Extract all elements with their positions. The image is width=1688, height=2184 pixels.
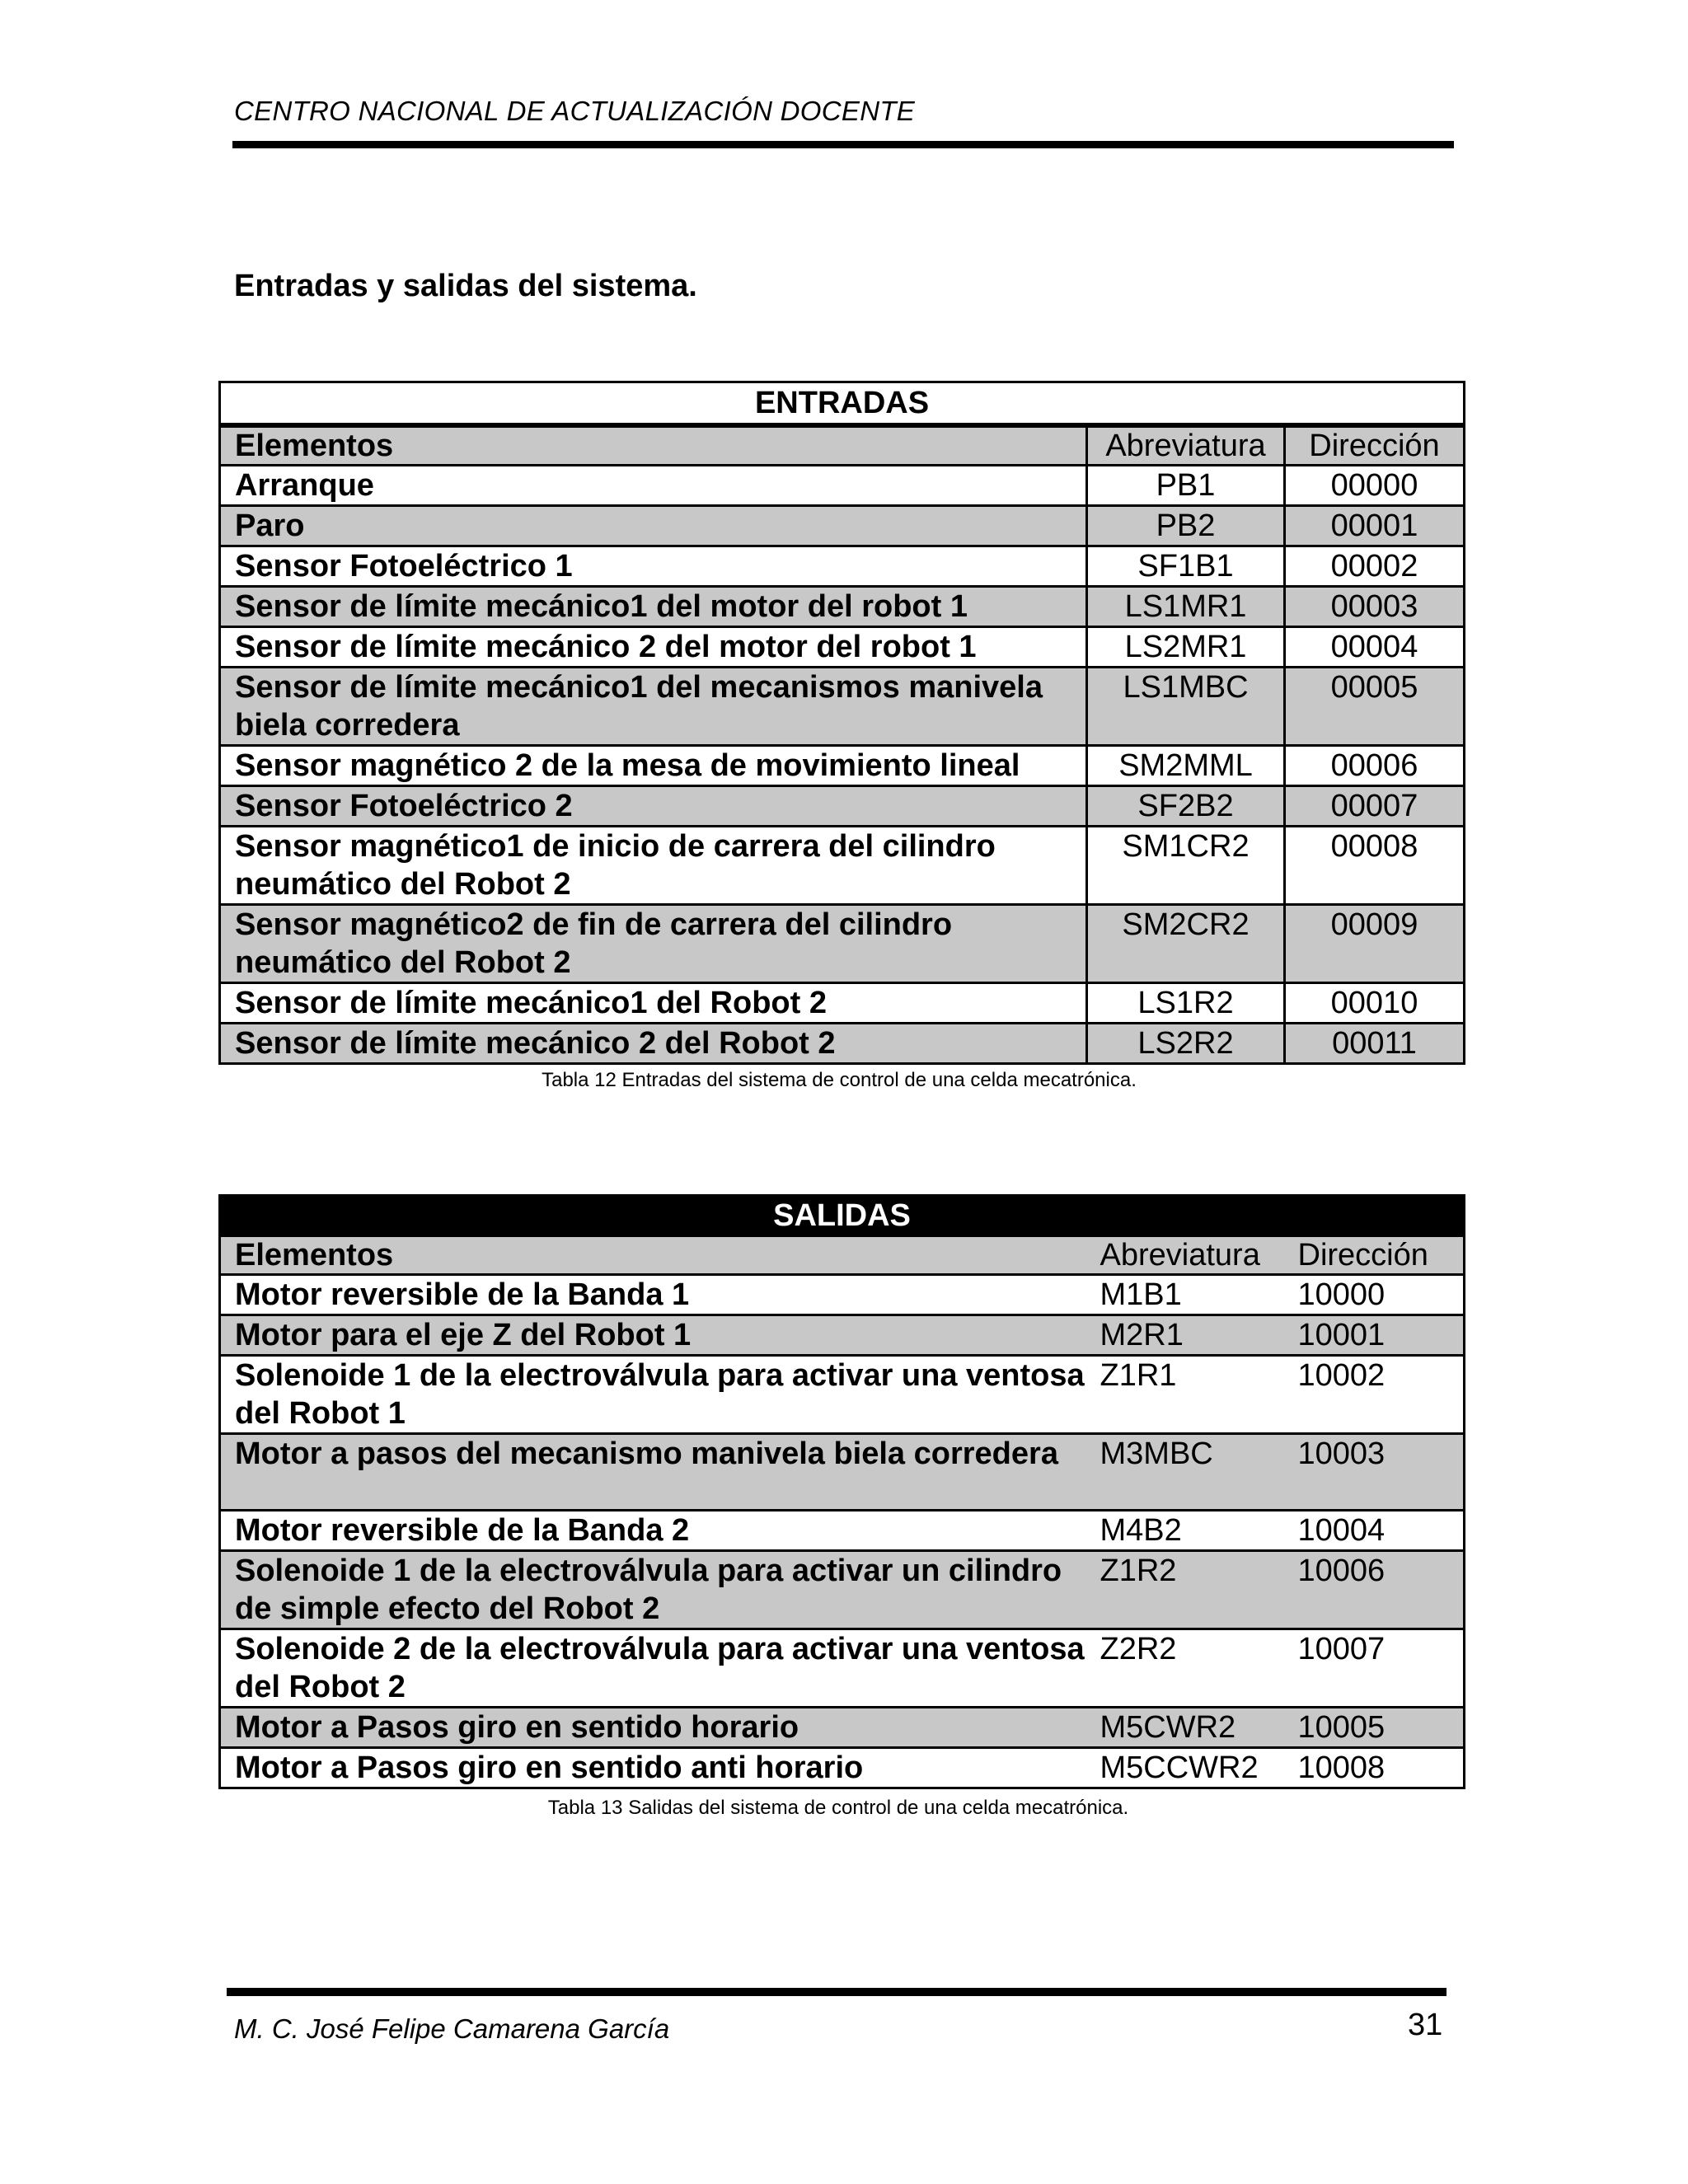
table-row: Paro PB2 00001	[220, 506, 1465, 546]
salidas-table	[218, 1194, 1465, 1789]
column-header: Dirección	[1285, 1236, 1465, 1275]
column-header: Abreviatura	[1087, 1236, 1285, 1275]
table-row: Motor a pasos del mecanismo manivela biela corredera M3MBC 10003	[220, 1434, 1465, 1511]
table-row: Motor reversible de la Banda 1 M1B1 10000	[220, 1275, 1465, 1315]
section-title: Entradas y salidas del sistema.	[234, 269, 697, 303]
entradas-table	[218, 381, 1465, 1065]
table-row: Motor a Pasos giro en sentido anti horario M5CCWR2 10008	[220, 1748, 1465, 1788]
column-header: Elementos	[220, 425, 1087, 466]
table-row: Sensor de límite mecánico 2 del Robot 2 LS2R2 00011	[220, 1024, 1465, 1064]
column-header: Abreviatura	[1087, 425, 1285, 466]
table-title: ENTRADAS	[220, 382, 1465, 426]
running-header: CENTRO NACIONAL DE ACTUALIZACIÓN DOCENTE	[234, 96, 916, 126]
table-row: Sensor de límite mecánico1 del mecanismos manivela biela corredera LS1MBC 00005	[220, 668, 1465, 746]
table-row: Sensor Fotoeléctrico 2 SF2B2 00007	[220, 786, 1465, 827]
table-row: Sensor magnético2 de fin de carrera del cilindro neumático del Robot 2 SM2CR2 00009	[220, 905, 1465, 983]
table-row: Solenoide 2 de la electroválvula para activar una ventosa del Robot 2 Z2R2 10007	[220, 1629, 1465, 1708]
table-row: Motor a Pasos giro en sentido horario M5CWR2 10005	[220, 1708, 1465, 1748]
table-row: Motor reversible de la Banda 2 M4B2 10004	[220, 1511, 1465, 1551]
table-title: SALIDAS	[220, 1196, 1465, 1236]
table-row: Motor para el eje Z del Robot 1 M2R1 10001	[220, 1315, 1465, 1356]
column-header: Dirección	[1285, 425, 1465, 466]
table-row: Sensor Fotoeléctrico 1 SF1B1 00002	[220, 546, 1465, 587]
footer-author: M. C. José Felipe Camarena García	[234, 2013, 670, 2044]
page-number: 31	[1408, 2008, 1443, 2042]
table-row: Sensor de límite mecánico1 del Robot 2 LS1R2 00010	[220, 983, 1465, 1024]
footer-rule	[227, 1988, 1447, 1996]
table-row: Solenoide 1 de la electroválvula para activar una ventosa del Robot 1 Z1R1 10002	[220, 1356, 1465, 1434]
table-row: Arranque PB1 00000	[220, 466, 1465, 506]
table-caption: Tabla 13 Salidas del sistema de control de una celda mecatrónica.	[547, 1797, 1129, 1819]
table-row: Sensor de límite mecánico 2 del motor del robot 1 LS2MR1 00004	[220, 627, 1465, 668]
table-row: Solenoide 1 de la electroválvula para activar un cilindro de simple efecto del Robot 2 Z1R2 10006	[220, 1551, 1465, 1629]
table-caption: Tabla 12 Entradas del sistema de control de una celda mecatrónica.	[542, 1069, 1137, 1091]
table-row: Sensor magnético1 de inicio de carrera del cilindro neumático del Robot 2 SM1CR2 00008	[220, 827, 1465, 905]
table-row: Sensor de límite mecánico1 del motor del robot 1 LS1MR1 00003	[220, 587, 1465, 627]
table-row: Sensor magnético 2 de la mesa de movimiento lineal SM2MML 00006	[220, 746, 1465, 786]
column-header: Elementos	[220, 1236, 1087, 1275]
header-rule	[232, 141, 1454, 148]
